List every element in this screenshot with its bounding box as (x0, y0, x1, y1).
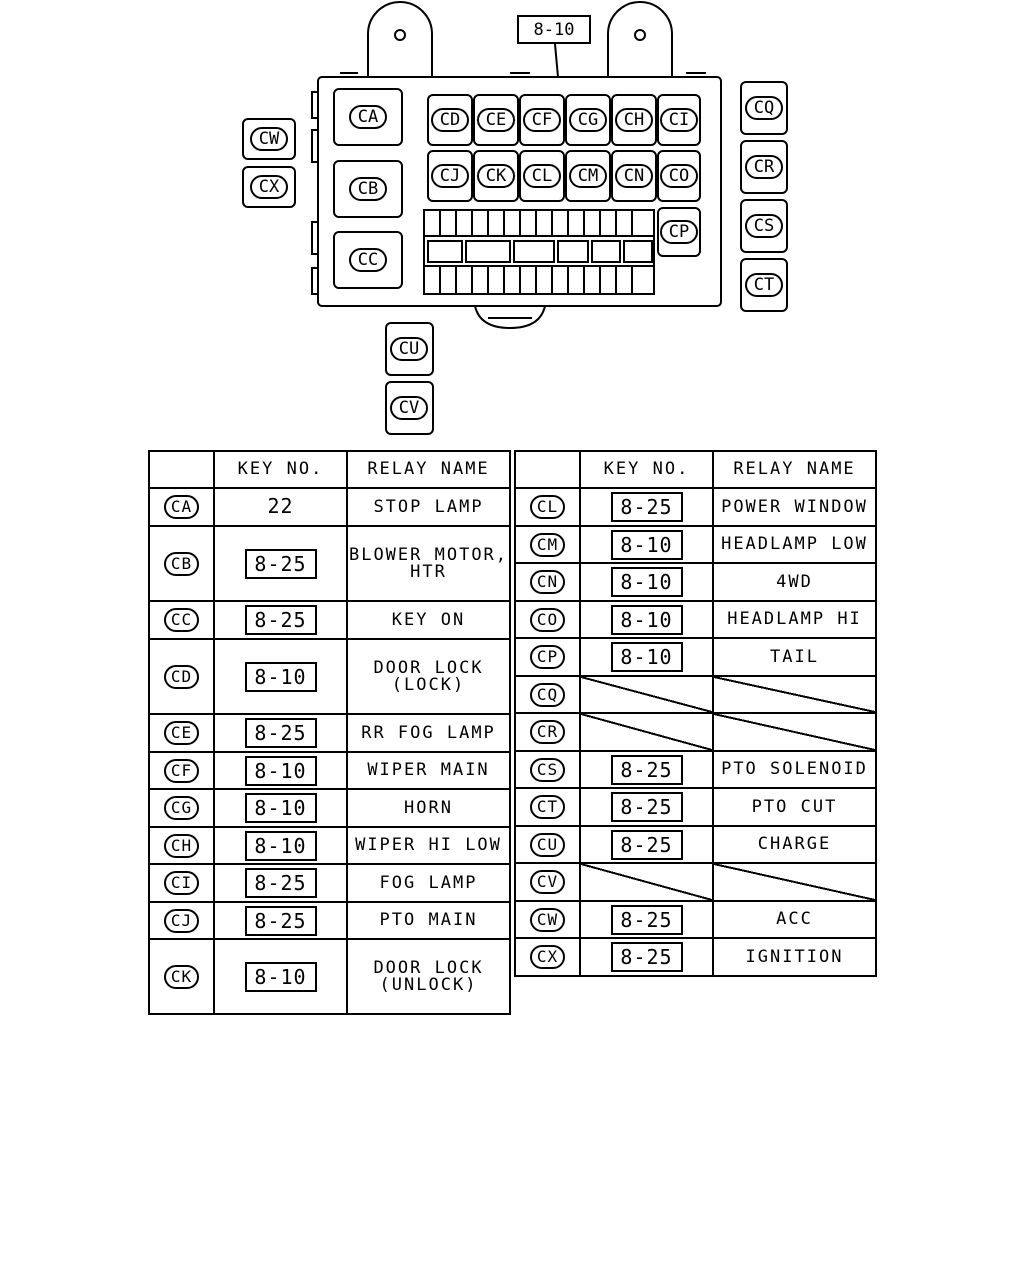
relay-code: CG (164, 796, 199, 820)
header-relay-name: RELAY NAME (713, 451, 876, 488)
table-row (515, 938, 876, 976)
key-number: 8-25 (245, 906, 317, 936)
relay-cm-label: CM (577, 166, 599, 186)
relay-cc-label: CC (357, 250, 379, 270)
table-row-unused (515, 863, 876, 901)
relay-ca-label: CA (357, 107, 379, 127)
relay-ch-label: CH (623, 110, 645, 130)
relay-code: CI (164, 871, 199, 895)
relay-box-diagram (0, 0, 1024, 445)
relay-name: DOOR LOCK (373, 657, 484, 678)
relay-name-line2: (UNLOCK) (379, 974, 478, 995)
relay-code: CE (164, 721, 199, 745)
relay-code: CC (164, 608, 199, 632)
relay-name: DOOR LOCK (373, 957, 484, 978)
key-number: 22 (267, 493, 294, 518)
table-row (149, 714, 510, 752)
relay-cs-label: CS (753, 216, 775, 236)
relay-code: CW (530, 908, 565, 932)
key-number: 8-25 (611, 492, 683, 522)
relay-cj-label: CJ (439, 166, 461, 186)
relay-table-left (148, 450, 511, 1015)
unused-name-cell (713, 676, 876, 713)
table-row (515, 563, 876, 601)
relay-ck-label: CK (485, 166, 507, 186)
relay-cn-label: CN (623, 166, 645, 186)
relay-code: CH (164, 834, 199, 858)
key-number: 8-25 (611, 792, 683, 822)
relay-code: CF (164, 759, 199, 783)
key-number: 8-10 (245, 662, 317, 692)
key-number: 8-10 (245, 831, 317, 861)
key-number: 8-25 (245, 718, 317, 748)
table-row (149, 526, 510, 601)
relay-cg-label: CG (577, 110, 599, 130)
relay-name: CHARGE (757, 834, 832, 854)
key-number: 8-25 (245, 605, 317, 635)
table-row (149, 864, 510, 902)
relay-code: CM (530, 533, 565, 557)
relay-cb-label: CB (357, 179, 379, 199)
table-row (515, 488, 876, 526)
relay-name-line2: (LOCK) (391, 674, 466, 695)
relay-code: CA (164, 495, 199, 519)
table-row (515, 638, 876, 676)
relay-cl-label: CL (531, 166, 553, 186)
relay-cr-label: CR (753, 157, 775, 177)
unused-key-cell (580, 676, 713, 713)
relay-code: CX (530, 945, 565, 969)
relay-name: PTO MAIN (379, 910, 478, 930)
relay-name: 4WD (776, 571, 813, 592)
relay-code: CR (530, 720, 565, 744)
relay-name: POWER WINDOW (721, 496, 868, 517)
relay-code: CO (530, 608, 565, 632)
table-row (149, 902, 510, 939)
relay-co-label: CO (668, 166, 690, 186)
relay-cw-label: CW (258, 129, 280, 149)
key-number: 8-10 (611, 530, 683, 560)
relay-name-line2: HTR (410, 561, 447, 582)
unused-name-cell (713, 863, 876, 901)
relay-name: KEY ON (391, 609, 466, 630)
relay-code: CN (530, 570, 565, 594)
relay-code: CD (164, 665, 199, 689)
relay-name: HEADLAMP LOW (721, 534, 868, 554)
relay-code: CK (164, 965, 199, 989)
unused-key-cell (580, 713, 713, 751)
relay-cd-label: CD (439, 110, 461, 130)
relay-name: HORN (404, 797, 453, 818)
relay-ct-label: CT (753, 275, 775, 295)
table-row-unused (515, 713, 876, 751)
unused-key-cell (580, 863, 713, 901)
unused-name-cell (713, 713, 876, 751)
key-number: 8-25 (611, 830, 683, 860)
table-row (149, 827, 510, 864)
relay-ci-label: CI (668, 110, 690, 130)
table-row-unused (515, 676, 876, 713)
key-number: 8-10 (245, 756, 317, 786)
key-number: 8-25 (611, 905, 683, 935)
key-number: 8-25 (611, 755, 683, 785)
relay-name: IGNITION (745, 946, 844, 967)
relay-code: CQ (530, 683, 565, 707)
table-row (515, 601, 876, 638)
relay-ce-label: CE (485, 110, 507, 130)
relay-name: WIPER MAIN (367, 760, 490, 780)
key-number: 8-10 (611, 605, 683, 635)
relay-name: ACC (776, 909, 813, 929)
header-relay-name: RELAY NAME (347, 451, 510, 488)
relay-code: CJ (164, 909, 199, 933)
header-key-no: KEY NO. (214, 451, 347, 488)
relay-table-right (514, 450, 877, 977)
table-row (515, 826, 876, 863)
relay-code: CS (530, 758, 565, 782)
key-number: 8-10 (611, 642, 683, 672)
key-number: 8-25 (611, 942, 683, 972)
relay-cp-label: CP (668, 222, 690, 242)
table-row (149, 488, 510, 526)
key-number: 8-10 (611, 567, 683, 597)
relay-name: RR FOG LAMP (361, 722, 496, 743)
table-row (149, 752, 510, 789)
table-row (149, 789, 510, 827)
key-number: 8-10 (245, 793, 317, 823)
relay-code: CP (530, 645, 565, 669)
relay-code: CV (530, 870, 565, 894)
header-code (149, 451, 214, 488)
relay-name: PTO SOLENOID (721, 759, 868, 779)
relay-name: STOP LAMP (373, 496, 484, 517)
relay-name: TAIL (770, 646, 819, 667)
key-number: 8-25 (245, 868, 317, 898)
relay-name: BLOWER MOTOR, (348, 544, 509, 565)
relay-cu-label: CU (398, 339, 420, 359)
relay-cq-label: CQ (753, 98, 775, 118)
relay-code: CL (530, 495, 565, 519)
header-key-no: KEY NO. (580, 451, 713, 488)
relay-cv-label: CV (398, 398, 420, 418)
key-number: 8-10 (245, 962, 317, 992)
relay-cx-label: CX (258, 177, 280, 197)
table-row (515, 901, 876, 938)
relay-name: HEADLAMP HI (727, 609, 862, 629)
relay-name: FOG LAMP (379, 872, 478, 893)
relay-code: CU (530, 833, 565, 857)
header-code (515, 451, 580, 488)
table-row (515, 788, 876, 826)
relay-name: WIPER HI LOW (355, 835, 502, 855)
relay-name: PTO CUT (751, 796, 838, 817)
table-row (149, 601, 510, 639)
relay-code: CB (164, 552, 199, 576)
table-row (149, 939, 510, 1014)
top-key-label: 8-10 (533, 20, 575, 40)
table-row (515, 751, 876, 788)
relay-code: CT (530, 795, 565, 819)
relay-cf-label: CF (531, 110, 553, 130)
key-number: 8-25 (245, 549, 317, 579)
table-row (149, 639, 510, 714)
table-row (515, 526, 876, 563)
